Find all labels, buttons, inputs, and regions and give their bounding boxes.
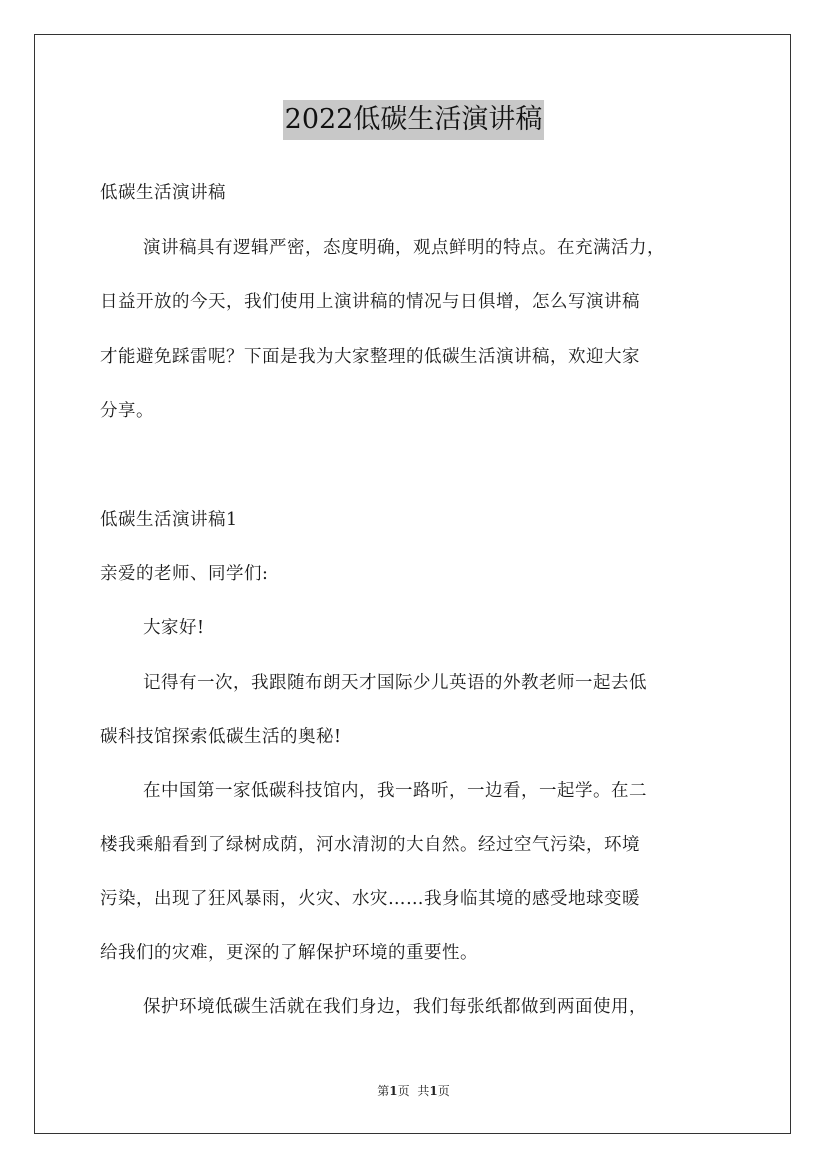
paragraph-line: 碳科技馆探索低碳生活的奥秘! [100,727,342,747]
greeting: 大家好! [143,618,205,638]
page-footer [0,1083,827,1099]
title-container [0,100,827,140]
paragraph-line: 日益开放的今天，我们使用上演讲稿的情况与日俱增，怎么写演讲稿 [100,292,640,312]
paragraph-line: 楼我乘船看到了绿树成荫，河水清沏的大自然。经过空气污染，环境 [100,835,640,855]
total-pages: 1 [429,1084,438,1098]
paragraph-line: 保护环境低碳生活就在我们身边，我们每张纸都做到两面使用， [143,997,647,1017]
section-heading: 低碳生活演讲稿 [100,183,226,203]
page-prefix: 第 [377,1084,390,1098]
paragraph-line: 给我们的灾难，更深的了解保护环境的重要性。 [100,943,478,963]
document-title: 2022低碳生活演讲稿 [283,100,545,140]
paragraph-line: 污染，出现了狂风暴雨，火灾、水灾……我身临其境的感受地球变暖 [100,889,640,909]
paragraph-line: 在中国第一家低碳科技馆内，我一路听，一边看，一起学。在二 [143,781,647,801]
paragraph-line: 分享。 [100,401,154,421]
page-number: 1 [389,1084,398,1098]
paragraph-line: 才能避免踩雷呢？下面是我为大家整理的低碳生活演讲稿，欢迎大家 [100,347,640,367]
paragraph-line: 记得有一次，我跟随布朗天才国际少儿英语的外教老师一起去低 [143,673,647,693]
salutation: 亲爱的老师、同学们: [100,564,269,584]
total-prefix: 共 [417,1084,430,1098]
total-suffix: 页 [437,1084,450,1098]
speech-heading: 低碳生活演讲稿1 [100,510,238,530]
page-suffix: 页 [397,1084,410,1098]
paragraph-line: 演讲稿具有逻辑严密，态度明确，观点鲜明的特点。在充满活力， [143,238,665,258]
